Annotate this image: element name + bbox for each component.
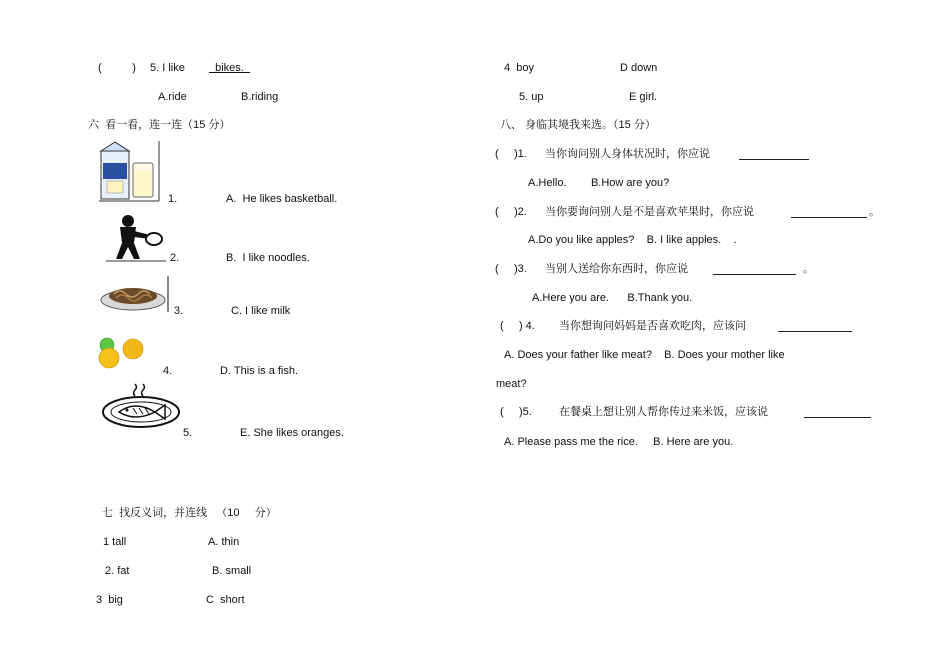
q4-answer-blank [778, 331, 852, 332]
basketball-player-icon [106, 213, 166, 263]
section8-title: 八、 身临其境我来选。（15 分） [500, 119, 656, 131]
q3-end-mark: 。 [803, 263, 814, 275]
q2-end-mark: 。 [869, 206, 880, 218]
q3-paren: ( )3. [495, 263, 527, 275]
q4-paren: ( ) 4. [500, 320, 535, 332]
option-d: D. This is a fish. [220, 365, 299, 377]
opposite-left-1: 1 tall [103, 536, 127, 548]
oranges-icon [97, 336, 147, 370]
noodles-icon [100, 274, 172, 314]
q2-paren: ( )2. [495, 206, 527, 218]
fish-plate-icon [101, 382, 183, 430]
option-c: C. I like milk [231, 305, 291, 317]
q5-right-options: A. Please pass me the rice. B. Here are you. [504, 436, 734, 448]
q2-answer-blank [791, 217, 867, 218]
q5-right-paren: ( )5. [500, 406, 532, 418]
q1-answer-blank [739, 159, 809, 160]
opposite-right-d: D down [620, 62, 658, 74]
q5-option-b: B.riding [241, 91, 279, 103]
answer-paren: ( ) [98, 62, 136, 74]
q1-paren: ( )1. [495, 148, 527, 160]
q5-prompt: 5. I like [150, 62, 185, 74]
opposite-right-e: E girl. [629, 91, 658, 103]
q4-options-continued: meat? [496, 378, 527, 390]
q2-prompt: 当你要询问别人是不是喜欢苹果时，你应说 [545, 206, 754, 218]
q5-right-prompt: 在餐桌上想让别人帮你传过来米饭，应该说 [559, 406, 768, 418]
q4-prompt: 当你想询问妈妈是否喜欢吃肉，应该问 [559, 320, 746, 332]
item3-number: 3. [174, 305, 184, 317]
opposite-left-5: 5. up [519, 91, 544, 103]
option-b: B. I like noodles. [226, 252, 310, 264]
item2-number: 2. [170, 252, 180, 264]
opposite-left-2: 2. fat [105, 565, 130, 577]
opposite-right-a: A. thin [208, 536, 240, 548]
q3-options: A.Here you are. B.Thank you. [532, 292, 693, 304]
q2-options: A.Do you like apples? B. I like apples. . [528, 234, 737, 246]
opposite-left-3: 3 big [96, 594, 123, 606]
option-e: E. She likes oranges. [240, 427, 344, 439]
q5-answer-blank [804, 417, 871, 418]
section6-title: 六 看一看，连一连（15 分） [88, 119, 231, 131]
item4-number: 4. [163, 365, 173, 377]
q3-answer-blank [713, 274, 796, 275]
q4-options: A. Does your father like meat? B. Does your mother like [504, 349, 785, 361]
option-a: A. He likes basketball. [226, 193, 338, 205]
q5-blank: bikes. [209, 62, 250, 74]
item5-number: 5. [183, 427, 193, 439]
opposite-right-b: B. small [212, 565, 252, 577]
q5-option-a: A.ride [158, 91, 187, 103]
section7-title: 七 找反义词，并连线 （10 分） [102, 507, 277, 519]
q1-options: A.Hello. B.How are you? [528, 177, 670, 189]
milk-icon [99, 141, 161, 203]
opposite-left-4: 4 boy [504, 62, 534, 74]
opposite-right-c: C short [206, 594, 245, 606]
q3-prompt: 当别人送给你东西时，你应说 [545, 263, 688, 275]
q1-prompt: 当你询问别人身体状况时，你应说 [545, 148, 710, 160]
item1-number: 1. [168, 193, 178, 205]
